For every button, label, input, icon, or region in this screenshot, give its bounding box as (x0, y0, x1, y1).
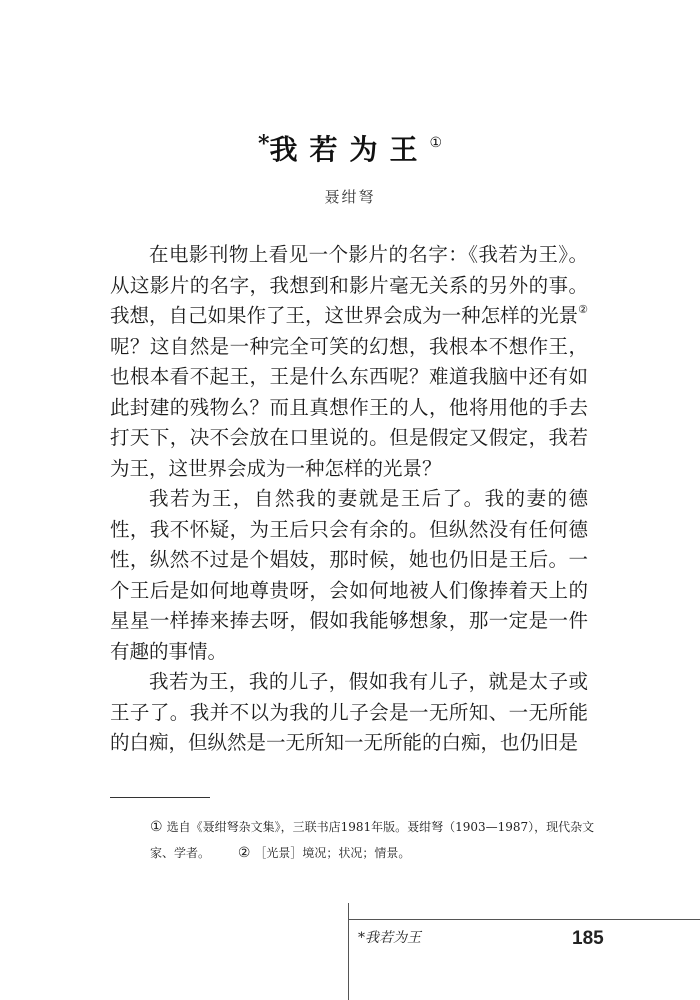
author-name: 聂绀弩 (324, 188, 376, 206)
running-title: *我若为王 (358, 930, 421, 946)
page-number: 185 (572, 928, 604, 949)
title-asterisk: * (257, 131, 270, 157)
page-title (0, 128, 700, 168)
footnote-divider (110, 797, 210, 798)
article-body (110, 240, 588, 759)
footer-rule-horizontal (348, 919, 700, 920)
footnote-2-text: ［光景］境况；状况；情景。 (254, 846, 411, 860)
paragraph-3: 我若为王，我的儿子，假如我有儿子，就是太子或王子了。我并不以为我的儿子会是一无所知、一无所能的白痴，但纵然是一无所知一无所能的白痴，也仍旧是 (110, 670, 588, 754)
paragraph-2: 我若为王，自然我的妻就是王后了。我的妻的德性，我不怀疑，为王后只会有余的。但纵然没有任何德性，纵然不过是个娼妓，那时候，她也仍旧是王后。一个王后是如何地尊贵呀，会如何地被人们像捧着天上的星星一样捧来捧去呀，假如我能够想象，那一定是一件有趣的事情。 (110, 487, 588, 663)
footnote-1-mark: ① (150, 819, 163, 835)
title-footnote-mark: ① (429, 135, 443, 151)
footnote-2-ref: ② (578, 303, 588, 316)
paragraph-1-part-1: 在电影刊物上看见一个影片的名字：《我若为王》。从这影片的名字，我想到和影片毫无关系的另外的事。我想，自己如果作了王，这世界会成为一种怎样的光景 (110, 243, 588, 327)
footnotes (150, 814, 595, 866)
footnote-1-text: 选自《聂绀弩杂文集》，三联书店1981年版。聂绀弩（1903—1987），现代杂文家、学者。 (150, 820, 595, 860)
paragraph-1-part-2: 呢？这自然是一种完全可笑的幻想，我根本不想作王，也根本看不起王，王是什么东西呢？难道我脑中还有如此封建的残物么？而且真想作王的人，他将用他的手去打天下，决不会放在口里说的。但是假定又假定，我若为王，这世界会成为一种怎样的光景？ (110, 334, 588, 480)
footer-rule-vertical (348, 903, 349, 1000)
paragraph-1 (110, 240, 588, 484)
footnote-2-mark: ② (237, 845, 251, 861)
title-text: 我若为王 (269, 133, 430, 166)
